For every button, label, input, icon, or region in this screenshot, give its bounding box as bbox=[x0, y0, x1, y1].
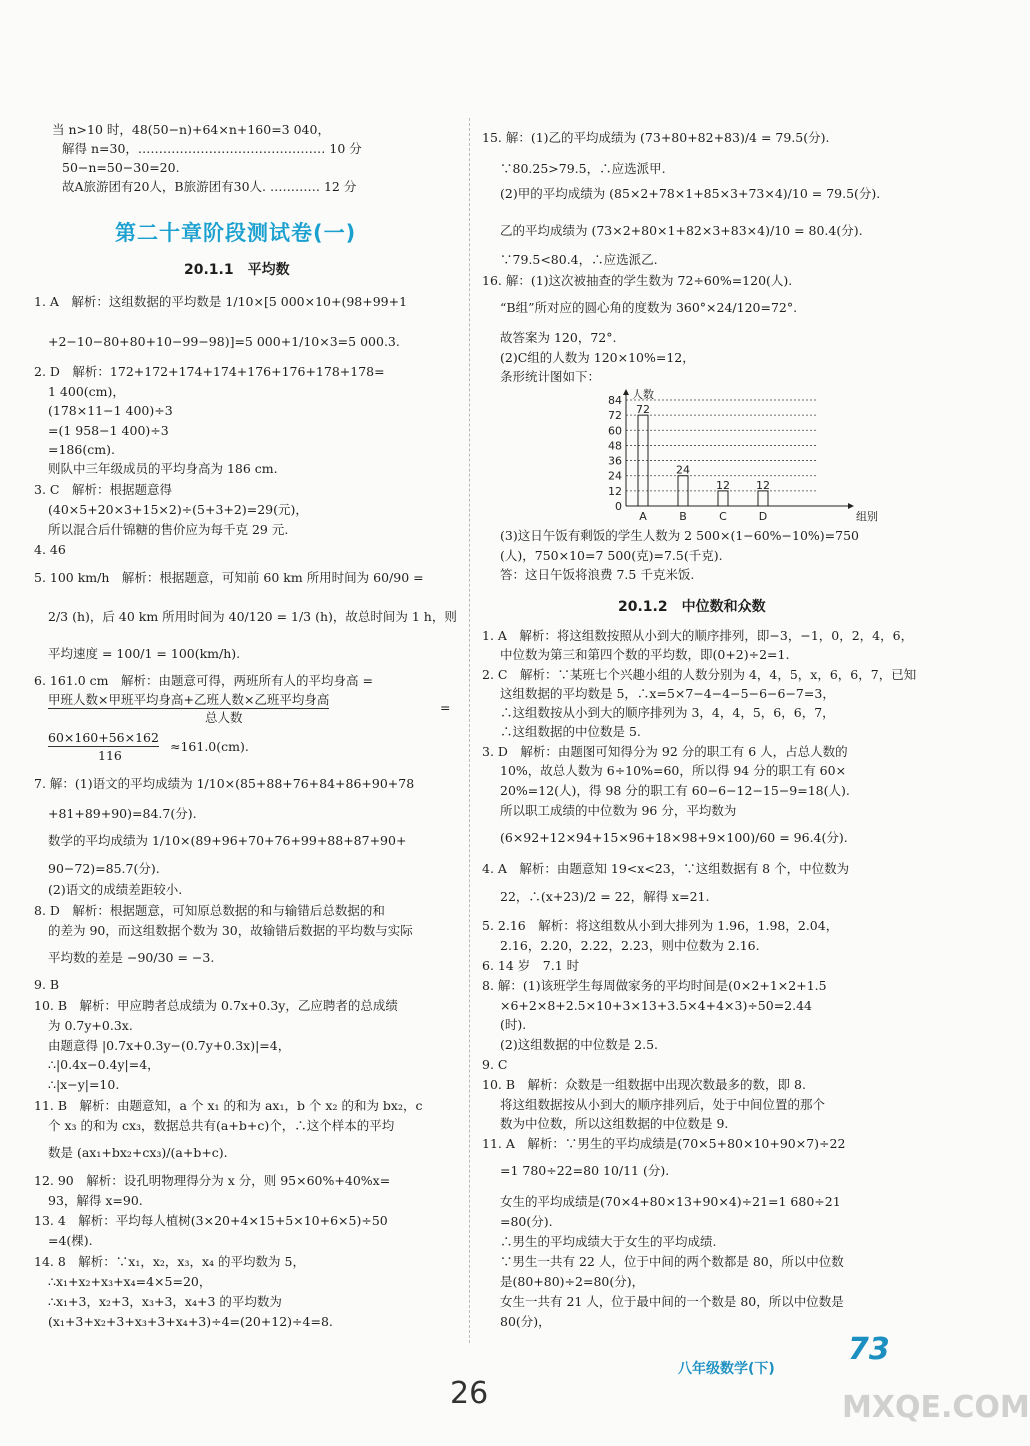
data-label: 12 bbox=[716, 478, 730, 492]
text-line: 50−n=50−30=20. bbox=[62, 160, 180, 175]
text-line: 7. 解：(1)语文的平均成绩为 1/10×(85+88+76+84+86+90+78 bbox=[34, 776, 415, 791]
y-tick-label: 0 bbox=[615, 500, 622, 513]
text-line: 10. B 解析：甲应聘者总成绩为 0.7x+0.3y，乙应聘者的总成绩 bbox=[34, 998, 398, 1013]
text-line: “B组”所对应的圆心角的度数为 360°×24/120=72°. bbox=[500, 300, 798, 315]
handwritten-note: 26 bbox=[450, 1376, 489, 1411]
text-line: 10. B 解析：众数是一组数据中出现次数最多的数，即 8. bbox=[482, 1077, 806, 1092]
text-line: (人)，750×10=7 500(克)=7.5(千克). bbox=[500, 548, 723, 563]
text-line: +81+89+90)=84.7(分). bbox=[48, 806, 197, 821]
y-tick-label: 48 bbox=[608, 439, 622, 453]
text-line: 故答案为 120，72°. bbox=[500, 330, 617, 345]
y-axis-arrow bbox=[623, 389, 629, 395]
text-line: 故A旅游团有20人，B旅游团有30人. ………… 12 分 bbox=[62, 179, 357, 194]
text-line: ∴这组数按从小到大的顺序排列为 3，4，4，5，6，6，7， bbox=[500, 705, 835, 720]
text-line: 5. 100 km/h 解析：根据题意，可知前 60 km 所用时间为 60/90 = bbox=[34, 570, 424, 585]
text-line: 20%=12(人)，得 98 分的职工有 60−6−12−15−9=18(人). bbox=[500, 783, 850, 798]
column-divider bbox=[469, 118, 471, 1343]
text-line: 15. 解：(1)乙的平均成绩为 (73+80+82+83)/4 = 79.5(分). bbox=[482, 130, 830, 145]
y-axis-label: 人数 bbox=[632, 388, 654, 401]
text-line: 10%，故总人数为 6÷10%=60，所以得 94 分的职工有 60× bbox=[500, 763, 847, 778]
text-line: (2)甲的平均成绩为 (85×2+78×1+85×3+73×4)/10 = 79.5(分). bbox=[500, 186, 881, 201]
text-line: 女生一共有 21 人，位于最中间的一个数是 80，所以中位数是 bbox=[500, 1294, 844, 1309]
chapter-title: 第二十章阶段测试卷(一) bbox=[115, 221, 357, 245]
text-line: 数是 (ax₁+bx₂+cx₃)/(a+b+c). bbox=[48, 1145, 228, 1160]
text-line: 为 0.7y+0.3x. bbox=[48, 1018, 133, 1033]
text-line: ∴x₁+3，x₂+3，x₃+3，x₄+3 的平均数为 bbox=[48, 1294, 282, 1309]
text-line: ≈161.0(cm). bbox=[170, 739, 249, 754]
text-line: 1. A 解析：这组数据的平均数是 1/10×[5 000×10+(98+99+1 bbox=[34, 294, 408, 309]
text-line: 8. 解：(1)该班学生每周做家务的平均时间是(0×2+1×2+1.5 bbox=[482, 978, 827, 993]
text-line: 13. 4 解析：平均每人植树(3×20+4×15+5×10+6×5)÷50 bbox=[34, 1213, 388, 1228]
text-line: =80(分). bbox=[500, 1214, 553, 1229]
text-line: 6. 161.0 cm 解析：由题意可得，两班所有人的平均身高 = bbox=[34, 673, 373, 688]
text-line: =(1 958−1 400)÷3 bbox=[48, 423, 169, 438]
data-label: 24 bbox=[676, 463, 690, 477]
text-line: 当 n>10 时，48(50−n)+64×n+160=3 040， bbox=[52, 122, 330, 137]
text-line: (2)这组数据的中位数是 2.5. bbox=[500, 1037, 659, 1052]
text-line: 1. A 解析：将这组数按照从小到大的顺序排列，即−3，−1，0，2，4，6， bbox=[482, 628, 914, 643]
text-line: (时). bbox=[500, 1017, 527, 1032]
text-line: 3. C 解析：根据题意得 bbox=[34, 482, 172, 497]
text-line: ∴|0.4x−0.4y|=4， bbox=[48, 1057, 160, 1072]
fraction-numerator: 甲班人数×甲班平均身高+乙班人数×乙班平均身高 bbox=[48, 692, 330, 707]
text-line: 90−72)=85.7(分). bbox=[48, 861, 160, 876]
text-line: 80(分)， bbox=[500, 1314, 551, 1329]
text-line: 女生的平均成绩是(70×4+80×13+90×4)÷21=1 680÷21 bbox=[500, 1194, 841, 1209]
text-line: 4. 46 bbox=[34, 542, 66, 557]
text-line: 2.16，2.20，2.22，2.23，则中位数为 2.16. bbox=[500, 938, 760, 953]
text-line: 的差为 90，而这组数据个数为 30，故输错后数据的平均数与实际 bbox=[48, 923, 413, 938]
text-line: 乙的平均成绩为 (73×2+80×1+82×3+83×4)/10 = 80.4(分). bbox=[500, 223, 863, 238]
text-line: ∴男生的平均成绩大于女生的平均成绩. bbox=[500, 1234, 717, 1249]
bar bbox=[758, 491, 768, 506]
text-line: 6. 14 岁 7.1 时 bbox=[482, 958, 580, 973]
y-tick-label: 60 bbox=[608, 424, 622, 438]
text-line: 22，∴(x+23)/2 = 22，解得 x=21. bbox=[500, 889, 710, 904]
text-line: 16. 解：(1)这次被抽查的学生数为 72÷60%=120(人). bbox=[482, 273, 793, 288]
text-line: 条形统计图如下： bbox=[500, 369, 601, 384]
text-line: 2/3 (h)，后 40 km 所用时间为 40/120 = 1/3 (h)，故总时间为 1 h，则 bbox=[48, 609, 457, 624]
text-line: 数学的平均成绩为 1/10×(89+96+70+76+99+88+87+90+ bbox=[48, 833, 407, 848]
x-axis-label: 组别 bbox=[856, 510, 878, 523]
text-line: (178×11−1 400)÷3 bbox=[48, 403, 173, 418]
text-line: 14. 8 解析：∵x₁，x₂，x₃，x₄ 的平均数为 5， bbox=[34, 1254, 305, 1269]
text-line: 解得 n=30，……………………………………… 10 分 bbox=[62, 141, 362, 156]
data-label: 12 bbox=[756, 478, 770, 492]
x-tick-label: C bbox=[719, 510, 727, 523]
y-tick-label: 36 bbox=[608, 454, 622, 468]
text-line: 答：这日午饭将浪费 7.5 千克米饭. bbox=[500, 567, 695, 582]
fraction-numerator: 60×160+56×162 bbox=[48, 730, 159, 745]
text-line: =1 780÷22=80 10/11 (分). bbox=[500, 1163, 670, 1178]
y-tick-label: 24 bbox=[608, 469, 622, 483]
watermark: MXQE.COM bbox=[842, 1390, 1030, 1425]
y-tick-label: 12 bbox=[608, 484, 622, 498]
text-line: ∵79.5<80.4，∴应选派乙. bbox=[500, 252, 658, 267]
text-line: (40×5+20×3+15×2)÷(5+3+2)=29(元)， bbox=[48, 502, 308, 517]
text-line: 所以职工成绩的中位数为 96 分，平均数为 bbox=[500, 803, 737, 818]
text-line: 由题意得 |0.7x+0.3y−(0.7y+0.3x)|=4， bbox=[48, 1038, 291, 1053]
text-line: 个 x₃ 的和为 cx₃，数据总共有(a+b+c)个，∴这个样本的平均 bbox=[48, 1118, 395, 1133]
text-line: 11. A 解析：∵男生的平均成绩是(70×5+80×10+90×7)÷22 bbox=[482, 1136, 846, 1151]
y-tick-label: 84 bbox=[608, 394, 622, 407]
data-label: 72 bbox=[636, 403, 650, 417]
text-line: ∴|x−y|=10. bbox=[48, 1077, 120, 1092]
text-line: 5. 2.16 解析：将这组数从小到大排列为 1.96，1.98，2.04， bbox=[482, 918, 839, 933]
x-tick-label: B bbox=[679, 510, 687, 523]
text-line: 93，解得 x=90. bbox=[48, 1193, 143, 1208]
text-line: 这组数据的平均数是 5，∴x=5×7−4−4−5−6−6−7=3， bbox=[500, 686, 835, 701]
text-line: +2−10−80+80+10−99−98)]=5 000+1/10×3=5 000.3. bbox=[48, 334, 400, 349]
bar-chart bbox=[598, 388, 908, 526]
text-line: 将这组数据按从小到大的顺序排列后，处于中间位置的那个 bbox=[500, 1097, 826, 1112]
text-line: 2. C 解析：∵某班七个兴趣小组的人数分别为 4，4，5，x，6，6，7，已知 bbox=[482, 667, 917, 682]
text-line: ∴x₁+x₂+x₃+x₄=4×5=20， bbox=[48, 1274, 212, 1289]
text-line: 1 400(cm)， bbox=[48, 384, 125, 399]
page-number: 73 bbox=[848, 1332, 890, 1367]
text-line: (2)C组的人数为 120×10%=12， bbox=[500, 350, 695, 365]
fraction-denominator: 总人数 bbox=[205, 710, 243, 725]
x-tick-label: A bbox=[639, 510, 647, 523]
text-line: 则队中三年级成员的平均身高为 186 cm. bbox=[48, 461, 278, 476]
text-line: ∵80.25>79.5，∴应选派甲. bbox=[500, 161, 666, 176]
text-line: ∵男生一共有 22 人，位于中间的两个数都是 80，所以中位数 bbox=[500, 1254, 844, 1269]
section-title: 20.1.1 平均数 bbox=[184, 262, 290, 278]
x-axis-arrow bbox=[848, 503, 854, 509]
book-name: 八年级数学(下) bbox=[678, 1361, 775, 1377]
text-line: 9. C bbox=[482, 1057, 508, 1072]
text-line: =4(棵). bbox=[48, 1233, 93, 1248]
text-line: 2. D 解析：172+172+174+174+176+176+178+178= bbox=[34, 364, 385, 379]
text-line: 11. B 解析：由题意知，a 个 x₁ 的和为 ax₁，b 个 x₂ 的和为 bx₂，c bbox=[34, 1098, 423, 1113]
text-line: ×6+2×8+2.5×10+3×13+3.5×4+4×3)÷50=2.44 bbox=[500, 998, 813, 1013]
text-line: 4. A 解析：由题意知 19<x<23，∵这组数据有 8 个，中位数为 bbox=[482, 861, 850, 876]
bar bbox=[718, 491, 728, 506]
text-line: 是(80+80)÷2=80(分)， bbox=[500, 1274, 645, 1289]
x-tick-label: D bbox=[758, 510, 768, 523]
text-line: =186(cm). bbox=[48, 442, 115, 457]
text-line: (x₁+3+x₂+3+x₃+3+x₄+3)÷4=(20+12)÷4=8. bbox=[48, 1314, 333, 1329]
text-line: 数为中位数，所以这组数据的中位数是 9. bbox=[500, 1116, 729, 1131]
text-line: (2)语文的成绩差距较小. bbox=[48, 882, 183, 897]
fraction-denominator: 116 bbox=[98, 748, 122, 763]
text-line: = bbox=[440, 700, 451, 715]
text-line: 所以混合后什锦糖的售价应为每千克 29 元. bbox=[48, 522, 289, 537]
text-line: (6×92+12×94+15×96+18×98+9×100)/60 = 96.4(分). bbox=[500, 830, 848, 845]
text-line: 平均数的差是 −90/30 = −3. bbox=[48, 950, 215, 965]
text-line: 9. B bbox=[34, 977, 60, 992]
section-title: 20.1.2 中位数和众数 bbox=[618, 599, 766, 615]
text-line: 12. 90 解析：设孔明物理得分为 x 分，则 95×60%+40%x= bbox=[34, 1173, 391, 1188]
text-line: 中位数为第三和第四个数的平均数，即(0+2)÷2=1. bbox=[500, 647, 790, 662]
text-line: 8. D 解析：根据题意，可知原总数据的和与输错后总数据的和 bbox=[34, 903, 385, 918]
text-line: (3)这日午饭有剩饭的学生人数为 2 500×(1−60%−10%)=750 bbox=[500, 528, 859, 543]
text-line: 3. D 解析：由题图可知得分为 92 分的职工有 6 人，占总人数的 bbox=[482, 744, 848, 759]
text-line: 平均速度 = 100/1 = 100(km/h). bbox=[48, 646, 241, 661]
text-line: ∴这组数据的中位数是 5. bbox=[500, 724, 641, 739]
y-tick-label: 72 bbox=[608, 409, 622, 423]
